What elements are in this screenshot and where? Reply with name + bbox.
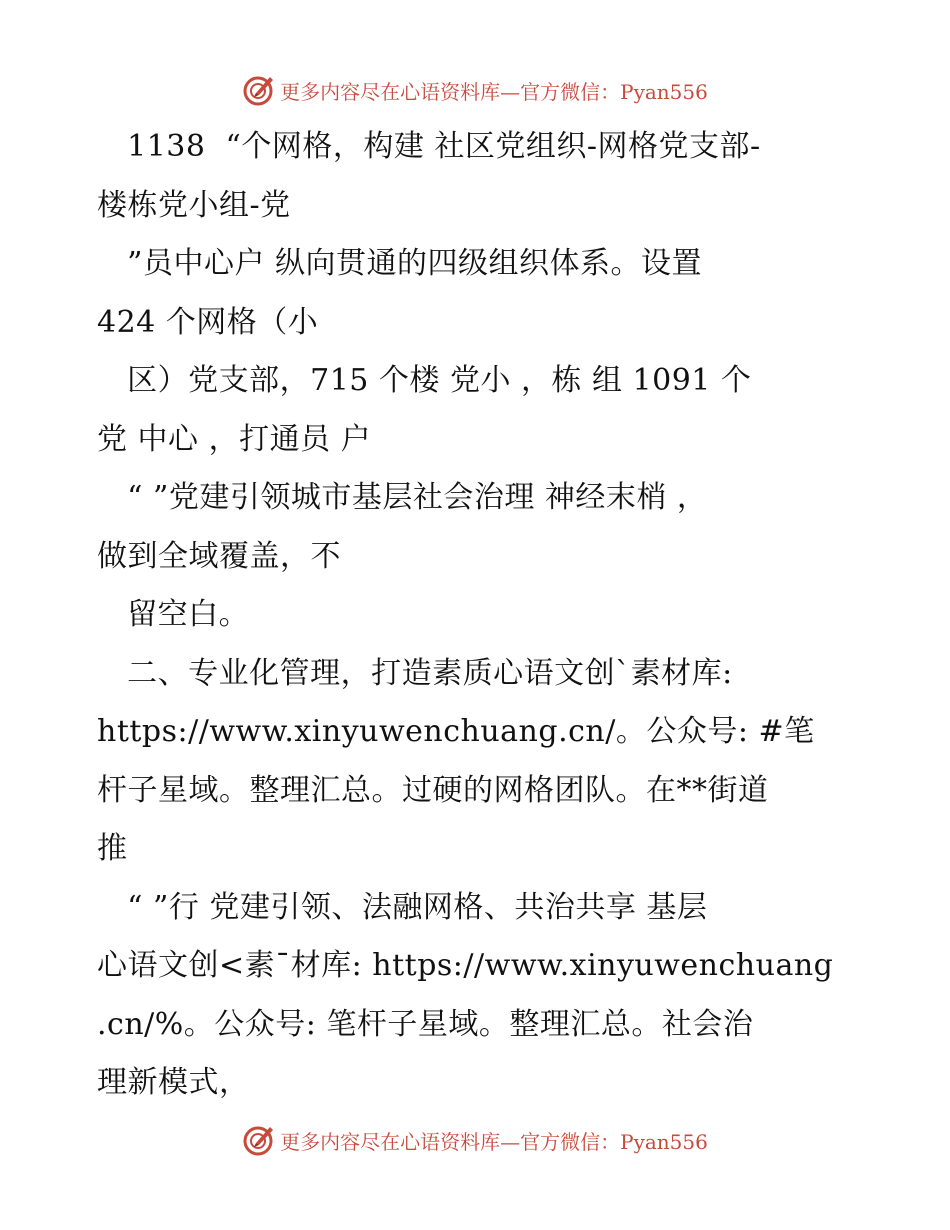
text-line: 楼栋党小组-党 — [97, 187, 291, 223]
text-line: 1138 “个网格，构建 社区党组织-网格党支部- — [97, 129, 761, 164]
text-line: 二、专业化管理，打造素质心语文创`素材库: — [97, 655, 733, 691]
text-line: 做到全域覆盖，不 — [97, 538, 341, 574]
header-banner-text: 更多内容尽在心语资料库—官方微信：Pyan556 — [280, 79, 708, 104]
footer-banner-text: 更多内容尽在心语资料库—官方微信：Pyan556 — [280, 1129, 708, 1154]
text-line: 心语文创<素¯材库: https://www.xinyuwenchuang — [97, 948, 834, 983]
text-line: “ ”行 党建引领、法融网格、共治共享 基层 — [97, 889, 708, 925]
text-line: 424 个网格（小 — [97, 304, 319, 340]
brush-seal-icon — [242, 73, 276, 107]
header-banner — [0, 70, 950, 110]
footer-banner — [0, 1120, 950, 1160]
text-line: “ ”党建引领城市基层社会治理 神经末梢 ， — [97, 480, 708, 515]
text-line: 杆子星域。整理汇总。过硬的网格团队。在**街道 — [97, 772, 769, 808]
text-line: 理新模式， — [97, 1065, 250, 1100]
document-body — [97, 118, 887, 1113]
text-line: 留空白。 — [97, 597, 250, 632]
text-line: https://www.xinyuwenchuang.cn/。公众号: #笔 — [97, 714, 815, 749]
brush-seal-icon — [242, 1123, 276, 1157]
text-line: 区）党支部，715 个楼 党小 ，栋 组 1091 个 — [97, 363, 752, 398]
text-line: .cn/%。公众号: 笔杆子星域。整理汇总。社会治 — [97, 1006, 754, 1042]
text-line: 党 中心 ，打通员 户 — [97, 421, 372, 457]
text-line: 推 — [97, 831, 128, 866]
text-line: ”员中心户 纵向贯通的四级组织体系。设置 — [97, 246, 702, 281]
